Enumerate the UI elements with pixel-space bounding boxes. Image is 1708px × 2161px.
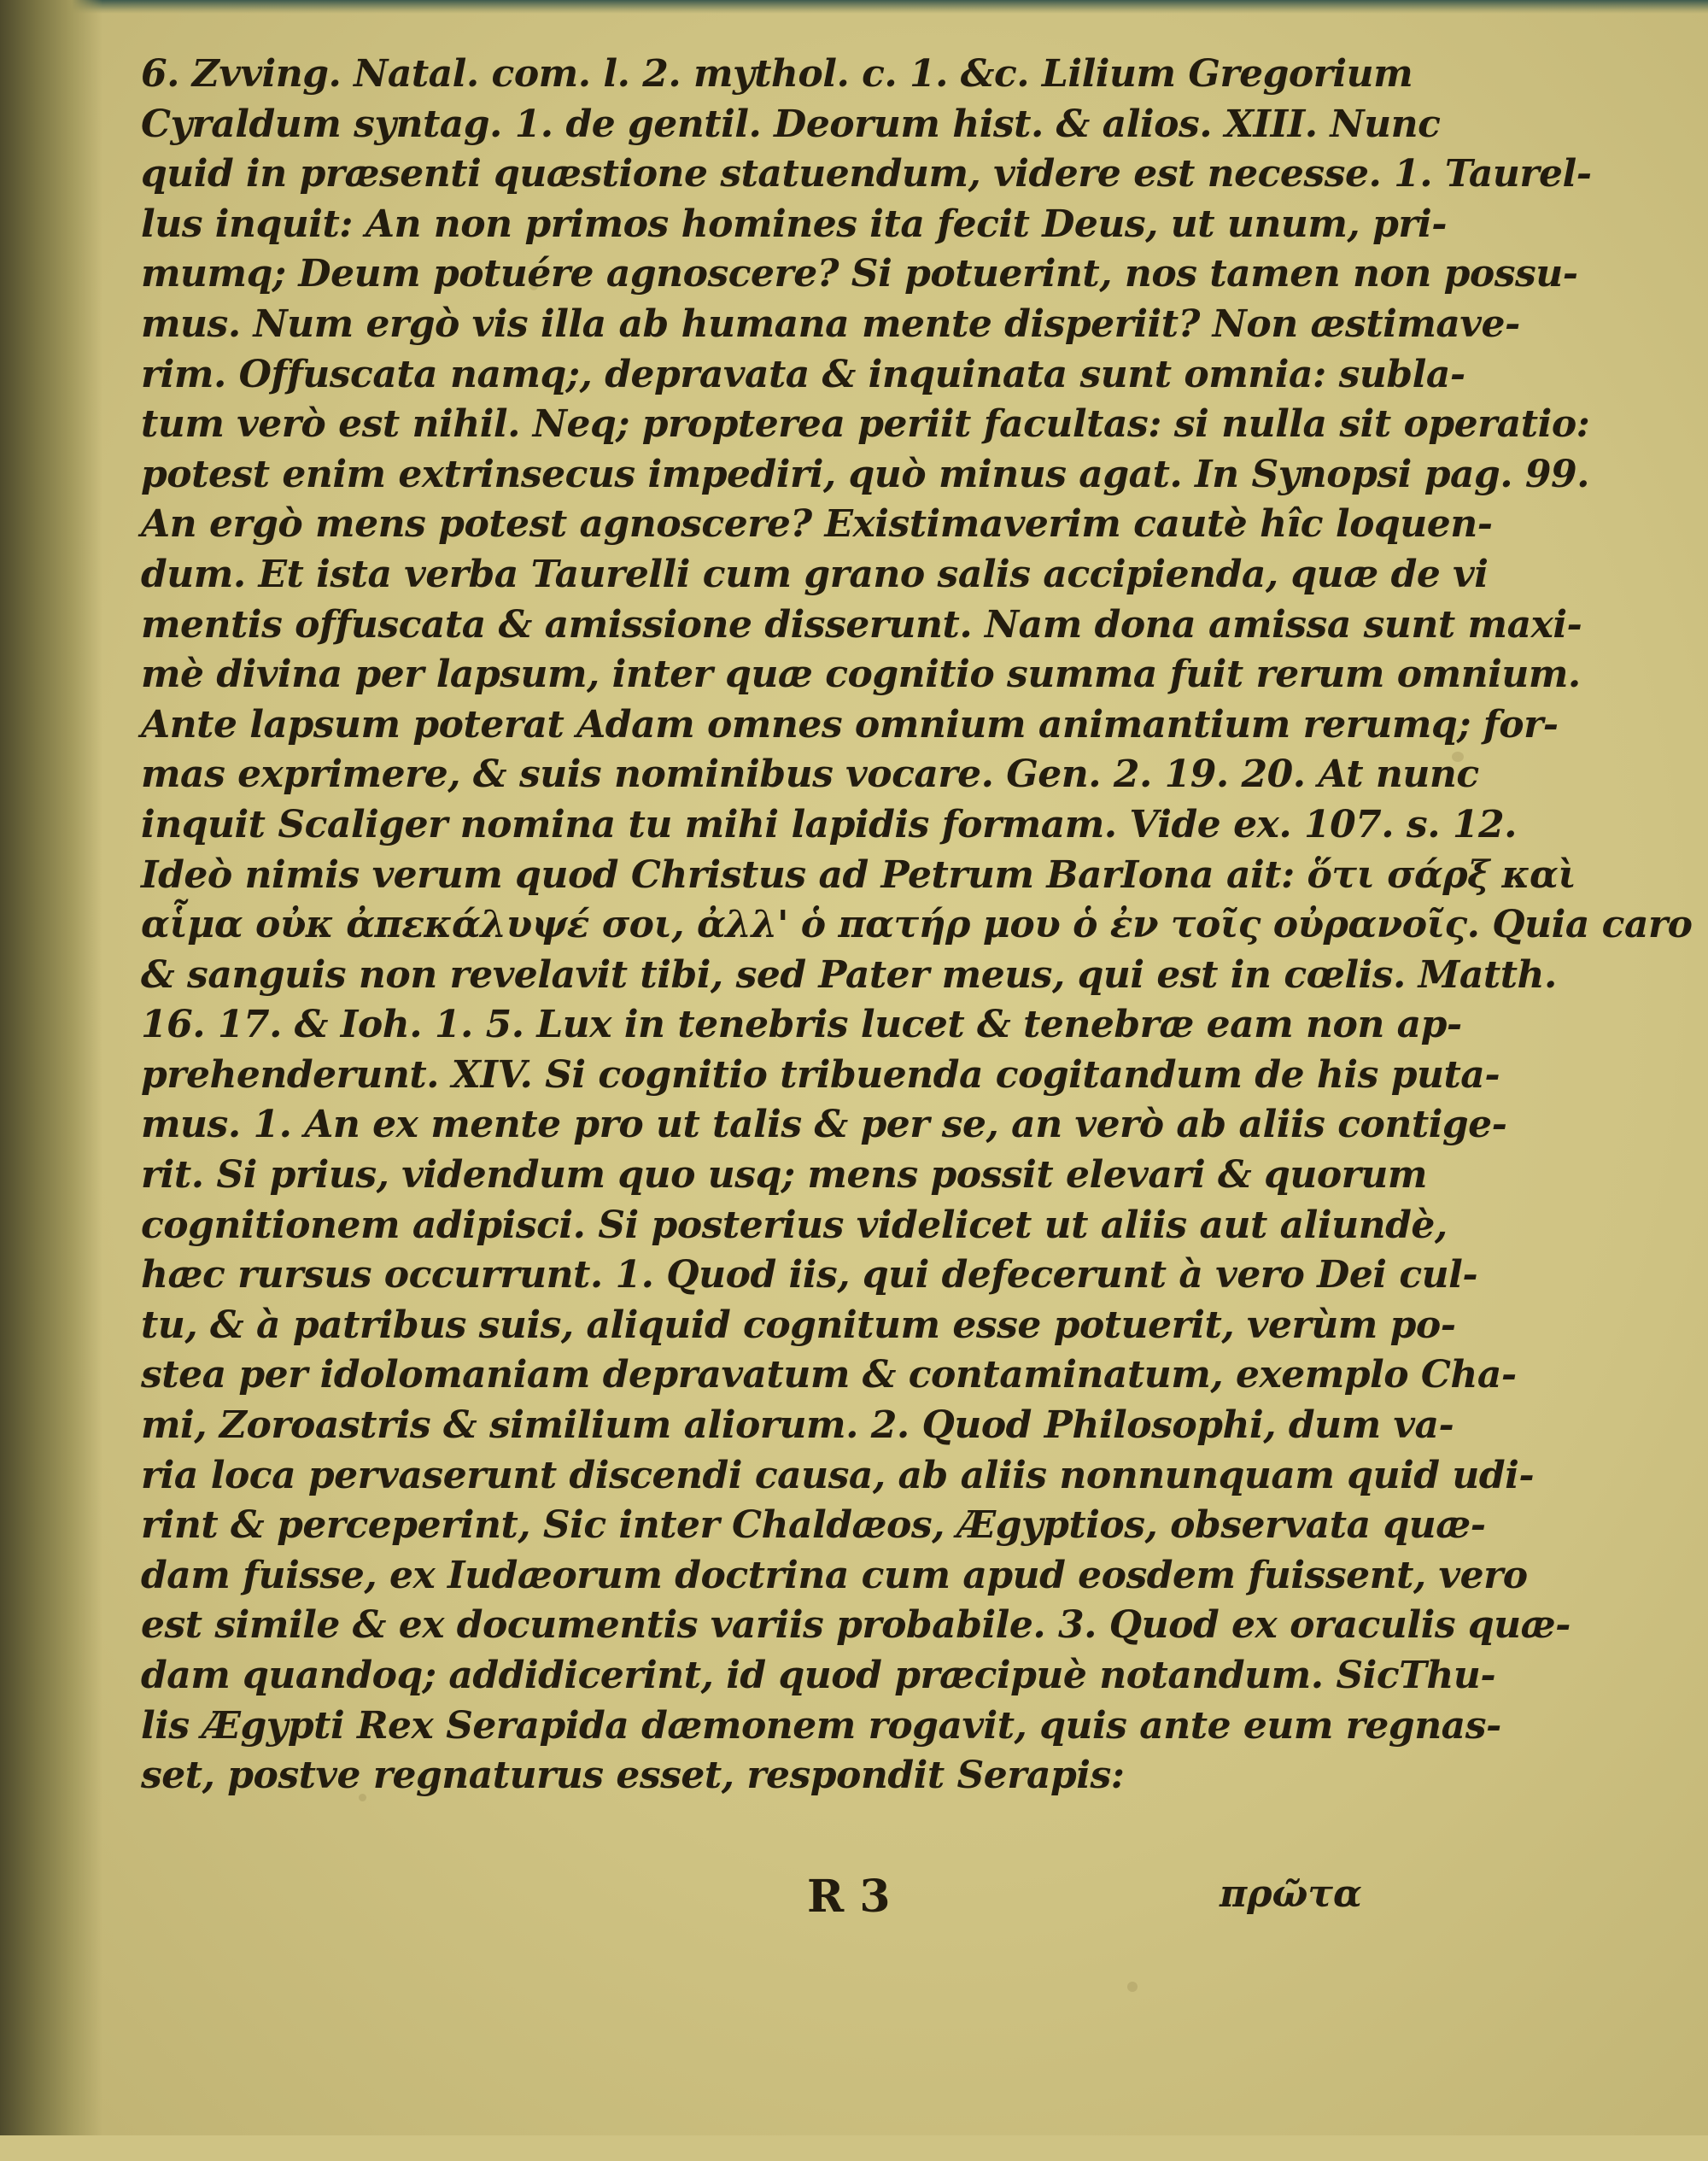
text-line: Cyraldum syntag. 1. de gentil. Deorum hist. & alios. XIII. Nunc: [141, 102, 1441, 146]
facing-page-bleed: [0, 0, 81, 2161]
text-line: tum verò est nihil. Neq; propterea periit facultas: si nulla sit operatio:: [141, 402, 1590, 447]
text-line: prehenderunt. XIV. Si cognitio tribuenda cogitandum de his puta-: [141, 1052, 1500, 1097]
text-line: & sanguis non revelavit tibi, sed Pater meus, qui est in cœlis. Matth.: [141, 952, 1557, 997]
text-line: mentis offuscata & amissione disserunt. Nam dona amissa sunt maxi-: [141, 602, 1582, 647]
text-line: est simile & ex documentis variis probabile. 3. Quod ex oraculis quæ-: [141, 1603, 1571, 1648]
text-line: 16. 17. & Ioh. 1. 5. Lux in tenebris lucet & tenebræ eam non ap-: [141, 1003, 1462, 1047]
text-line: rim. Offuscata namq;, depravata & inquinata sunt omnia: subla-: [141, 352, 1465, 396]
text-line: dum. Et ista verba Taurelli cum grano salis accipienda, quæ de vi: [141, 552, 1489, 596]
text-line: tu, & à patribus suis, aliquid cognitum esse potuerit, verùm po-: [141, 1303, 1456, 1347]
text-line: hæc rursus occurrunt. 1. Quod iis, qui defecerunt à vero Dei cul-: [141, 1253, 1478, 1297]
text-line: 6. Zvving. Natal. com. l. 2. mythol. c. 1. &c. Lilium Gregorium: [141, 52, 1413, 96]
text-line: αἷμα οὐκ ἀπεκάλυψέ σοι, ἀλλ' ὁ πατήρ μου ὁ ἐν τοῖς οὐρανοῖς. Quia caro: [141, 903, 1693, 947]
text-line: lis Ægypti Rex Serapida dæmonem rogavit, quis ante eum regnas-: [141, 1703, 1501, 1748]
text-line: mè divina per lapsum, inter quæ cognitio summa fuit rerum omnium.: [141, 653, 1581, 697]
signature-mark: R 3: [807, 1871, 891, 1923]
text-line: ria loca pervaserunt discendi causa, ab aliis nonnunquam quid udi-: [141, 1453, 1535, 1497]
text-line: Ante lapsum poterat Adam omnes omnium animantium rerumq; for-: [141, 702, 1559, 747]
text-line: mumq; Deum potuére agnoscere? Si potuerint, nos tamen non possu-: [141, 252, 1578, 296]
text-line: inquit Scaliger nomina tu mihi lapidis formam. Vide ex. 107. s. 12.: [141, 802, 1517, 846]
text-line: mus. 1. An ex mente pro ut talis & per se, an verò ab aliis contige-: [141, 1103, 1507, 1147]
text-line: Ideò nimis verum quod Christus ad Petrum BarIona ait: ὅτι σάρξ καὶ: [141, 852, 1576, 897]
text-line: potest enim extrinsecus impediri, quò minus agat. In Synopsi pag. 99.: [141, 452, 1589, 496]
text-line: dam fuisse, ex Iudæorum doctrina cum apud eosdem fuissent, vero: [141, 1553, 1528, 1597]
paper-spot: [1127, 1982, 1138, 1992]
catchword: πρῶτα: [1220, 1872, 1362, 1916]
text-line: quid in præsenti quæstione statuendum, videre est necesse. 1. Taurel-: [141, 152, 1592, 196]
text-line: mas exprimere, & suis nominibus vocare. Gen. 2. 19. 20. At nunc: [141, 753, 1479, 797]
text-line: rint & perceperint, Sic inter Chaldæos, Ægyptios, observata quæ-: [141, 1503, 1486, 1548]
text-line: set, postve regnaturus esset, respondit Serapis:: [141, 1754, 1125, 1798]
text-line: An ergò mens potest agnoscere? Existimaverim cautè hîc loquen-: [141, 502, 1493, 547]
text-line: lus inquit: An non primos homines ita fecit Deus, ut unum, pri-: [141, 202, 1447, 246]
text-line: stea per idolomaniam depravatum & contaminatum, exemplo Cha-: [141, 1353, 1517, 1397]
text-line: mi, Zoroastris & similium aliorum. 2. Quod Philosophi, dum va-: [141, 1403, 1454, 1448]
text-line: rit. Si prius, videndum quo usq; mens possit elevari & quorum: [141, 1153, 1427, 1198]
text-line: mus. Num ergò vis illa ab humana mente disperiit? Non æstimave-: [141, 302, 1520, 346]
text-line: dam quandoq; addidicerint, id quod præcipuè notandum. SicThu-: [141, 1654, 1496, 1697]
main-text-block: [141, 50, 1693, 1801]
text-line: cognitionem adipisci. Si posterius videlicet ut aliis aut aliundè,: [141, 1203, 1448, 1247]
page-top-edge: [0, 0, 1708, 14]
